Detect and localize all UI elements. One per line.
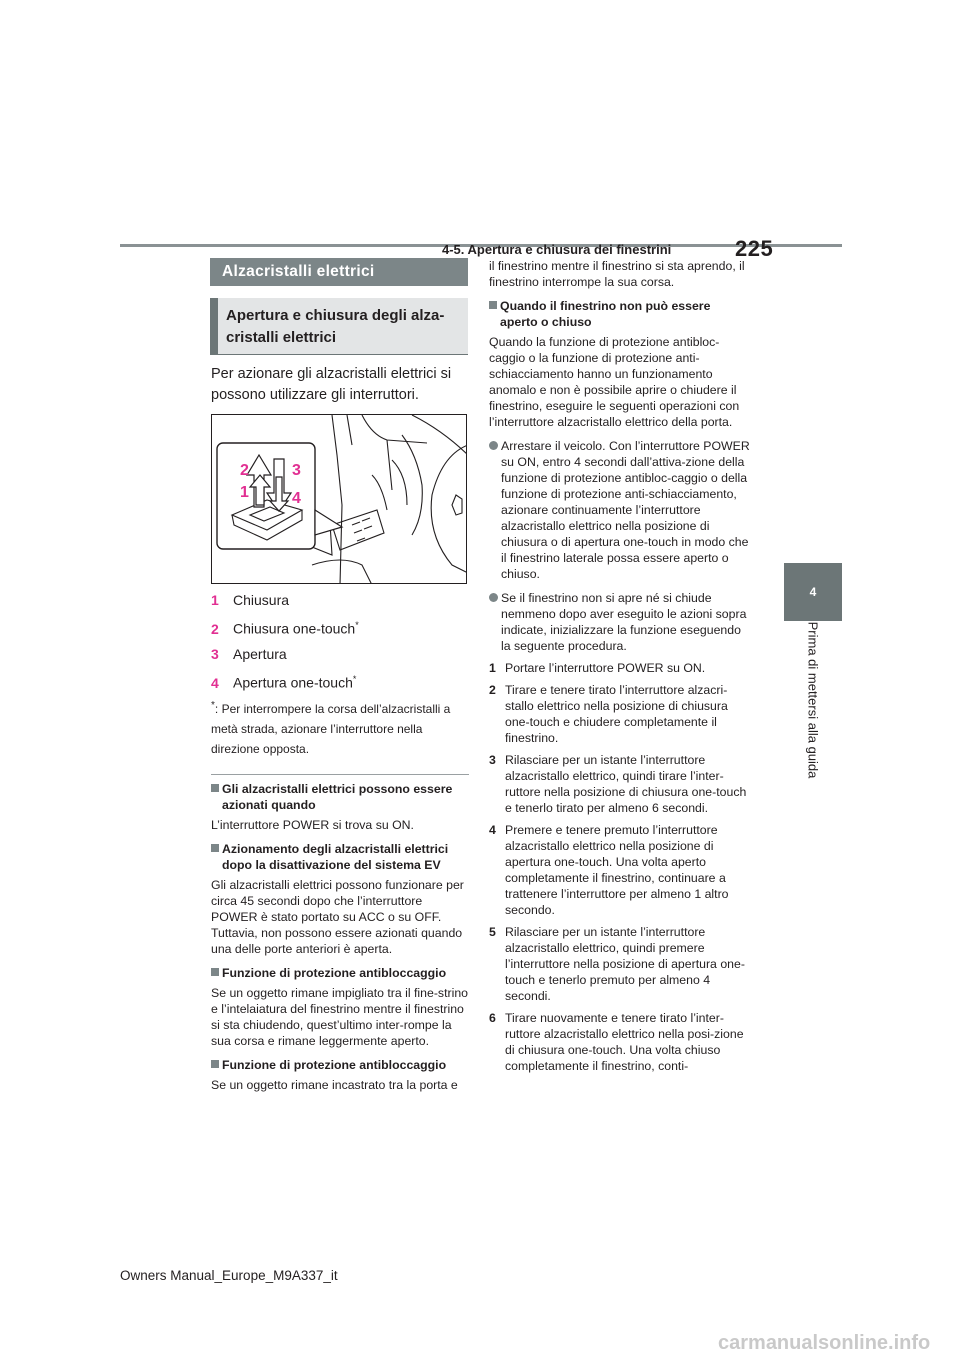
bullet-item: Arrestare il veicolo. Con l’interruttore POWER su ON, entro 4 secondi dall’attiva-zione della funzione di protezione antibloc-caggio o della funzione di protezione anti-schiacciamento, azionare continuamente l’interruttore alzacristallo elettrico nella posizione di chiusura o di apertura one-touch in modo che il finestrino laterale possa essere aperto o chiuso. <box>489 438 751 582</box>
footnote: *: Per interrompere la corsa dell’alzacristalli a metà strada, azionare l’interruttore nella direzione opposta. <box>211 700 451 756</box>
callout-2: 2 <box>240 462 249 479</box>
right-column <box>489 258 751 1074</box>
info-heading: Funzione di protezione antibloccaggio <box>211 965 469 981</box>
callout-1: 1 <box>240 484 249 501</box>
main-title: Alzacristalli elettrici <box>210 258 468 286</box>
info-body: Quando la funzione di protezione antibloc-caggio o la funzione di protezione anti-schiacciamento hanno un funzionamento anomalo e non è possibile aprire o chiudere il finestrino, eseguire le seguenti operazioni con l’interruttore alzacristallo elettrico della porta. <box>489 335 740 429</box>
bullet-item: Se il finestrino non si apre né si chiude nemmeno dopo aver eseguito le azioni sopra indicate, inizializzare la funzione eseguendo la seguente procedura. <box>489 590 751 654</box>
sub-title-underline <box>210 354 468 355</box>
info-body: Se un oggetto rimane impigliato tra il fine-strino e l’intelaiatura del finestrino mentre il finestrino si sta chiudendo, quest’ultimo inter-rompe la sua corsa e rimane leggermente aperto. <box>211 986 468 1048</box>
info-body: L’interruttore POWER si trova su ON. <box>211 818 414 832</box>
info-body: Se un oggetto rimane incastrato tra la porta e <box>211 1078 458 1092</box>
info-heading: Funzione di protezione antibloccaggio <box>211 1057 469 1073</box>
section-divider <box>211 774 469 775</box>
info-body: Gli alzacristalli elettrici possono funzionare per circa 45 secondi dopo che l’interruttore POWER è stato portato su ACC o su OFF. Tuttavia, non possono essere azionati quando una delle porte anteriori è aperta. <box>211 878 464 956</box>
step-item: 2 Tirare e tenere tirato l’interruttore alzacri-stallo elettrico nella posizione di chiusura one-touch e chiudere completamente il finestrino. <box>489 683 728 745</box>
window-switch-figure <box>211 414 467 584</box>
callout-3: 3 <box>292 462 301 479</box>
sub-title: Apertura e chiusura degli alza-cristalli elettrici <box>210 298 468 354</box>
step-item: 3 Rilasciare per un istante l’interruttore alzacristallo elettrico, quindi tirare l’inter-ruttore nella posizione di chiusura one-touch e tenerlo tirato per almeno 6 secondi. <box>489 753 747 815</box>
door-interior-illustration <box>212 415 467 584</box>
watermark: carmanualsonline.info <box>718 1332 931 1354</box>
step-item: 5 Rilasciare per un istante l’interruttore alzacristallo elettrico, quindi premere l’interruttore nella posizione di apertura one-touch e tenerlo premuto per almeno 4 secondi. <box>489 925 745 1003</box>
info-heading: Gli alzacristalli elettrici possono essere azionati quando <box>211 781 469 813</box>
legend-item: 1 Chiusura <box>211 592 290 608</box>
section-header: 4-5. Apertura e chiusura dei finestrini <box>442 242 672 257</box>
intro-text: Per azionare gli alzacristalli elettrici si possono utilizzare gli interruttori. <box>211 366 452 403</box>
callout-4: 4 <box>292 490 301 507</box>
legend-item: 3 Apertura <box>211 646 287 662</box>
continuation-text: il finestrino mentre il finestrino si sta aprendo, il finestrino interrompe la sua corsa. <box>489 259 745 289</box>
legend-item: 4 Apertura one-touch* <box>211 674 357 691</box>
legend-item: 2 Chiusura one-touch* <box>211 620 359 637</box>
page-number: 225 <box>735 236 774 261</box>
step-item: 6 Tirare nuovamente e tenere tirato l’inter-ruttore alzacristallo elettrico nella posi-zione di chiusura one-touch. Una volta chiuso completamente il finestrino, conti- <box>489 1011 744 1073</box>
footer-manual-id: Owners Manual_Europe_M9A337_it <box>120 1268 338 1283</box>
chapter-tab[interactable]: 4 <box>784 563 842 621</box>
info-heading: Azionamento degli alzacristalli elettrici dopo la disattivazione del sistema EV <box>211 841 469 873</box>
info-heading: Quando il finestrino non può essere aperto o chiuso <box>489 298 751 330</box>
step-item: 4 Premere e tenere premuto l’interruttore alzacristallo elettrico nella posizione di apertura one-touch. Una volta aperto completamente il finestrino, continuare a trattenere l’interruttore per almeno 1 altro secondo. <box>489 823 729 917</box>
left-column <box>211 781 469 1093</box>
step-item: 1 Portare l’interruttore POWER su ON. <box>489 661 706 675</box>
